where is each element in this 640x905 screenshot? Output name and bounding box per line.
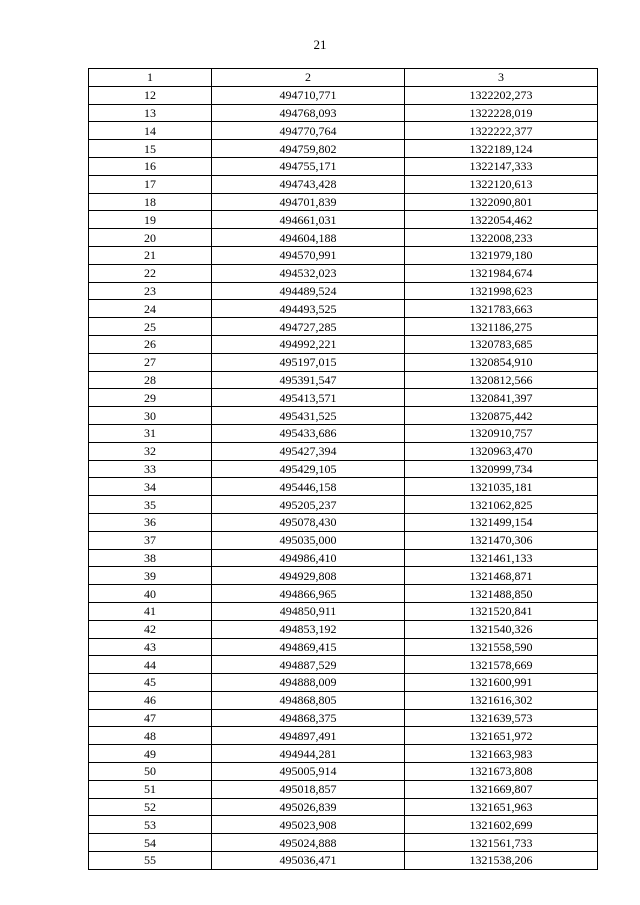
coordinate-x-cell: 494661,031: [212, 211, 405, 229]
point-number-cell: 28: [89, 371, 212, 389]
table-row: [89, 798, 598, 816]
coordinate-x-cell: 495205,237: [212, 496, 405, 514]
point-number-cell: 49: [89, 745, 212, 763]
coordinate-y-cell: 1321673,808: [405, 763, 598, 781]
point-number-cell: 48: [89, 727, 212, 745]
header-point-number: 1: [89, 69, 212, 87]
coordinate-x-cell: 494759,802: [212, 140, 405, 158]
point-number-cell: 43: [89, 638, 212, 656]
table-row: [89, 193, 598, 211]
coordinate-y-cell: 1321035,181: [405, 478, 598, 496]
coordinate-y-cell: 1322008,233: [405, 229, 598, 247]
table-row: [89, 478, 598, 496]
coordinate-x-cell: 494868,805: [212, 691, 405, 709]
table-row: [89, 496, 598, 514]
coordinate-x-cell: 494604,188: [212, 229, 405, 247]
point-number-cell: 33: [89, 460, 212, 478]
point-number-cell: 51: [89, 780, 212, 798]
table-row: [89, 86, 598, 104]
table-row: [89, 709, 598, 727]
coordinate-x-cell: 495035,000: [212, 531, 405, 549]
coordinate-y-cell: 1321468,871: [405, 567, 598, 585]
coordinate-x-cell: 494489,524: [212, 282, 405, 300]
coordinate-x-cell: 494743,428: [212, 175, 405, 193]
coordinate-y-cell: 1320963,470: [405, 442, 598, 460]
coordinate-x-cell: 495413,571: [212, 389, 405, 407]
point-number-cell: 29: [89, 389, 212, 407]
point-number-cell: 27: [89, 353, 212, 371]
coordinate-x-cell: 494853,192: [212, 620, 405, 638]
coordinate-x-cell: 494570,991: [212, 246, 405, 264]
coordinate-y-cell: 1321602,699: [405, 816, 598, 834]
coordinate-x-cell: 494888,009: [212, 674, 405, 692]
coordinate-x-cell: 495078,430: [212, 513, 405, 531]
point-number-cell: 42: [89, 620, 212, 638]
point-number-cell: 35: [89, 496, 212, 514]
point-number-cell: 25: [89, 318, 212, 336]
table-row: [89, 104, 598, 122]
coordinate-x-cell: 495391,547: [212, 371, 405, 389]
page-number: 21: [313, 37, 327, 52]
coordinate-x-cell: 494944,281: [212, 745, 405, 763]
coordinate-x-cell: 494929,808: [212, 567, 405, 585]
table-row: [89, 549, 598, 567]
point-number-cell: 54: [89, 834, 212, 852]
point-number-cell: 19: [89, 211, 212, 229]
coordinate-x-cell: 495427,394: [212, 442, 405, 460]
point-number-cell: 20: [89, 229, 212, 247]
table-row: [89, 229, 598, 247]
coordinate-y-cell: 1322189,124: [405, 140, 598, 158]
coordinate-y-cell: 1320910,757: [405, 424, 598, 442]
point-number-cell: 39: [89, 567, 212, 585]
point-number-cell: 41: [89, 602, 212, 620]
point-number-cell: 30: [89, 407, 212, 425]
coordinate-y-cell: 1321600,991: [405, 674, 598, 692]
point-number-cell: 36: [89, 513, 212, 531]
coordinate-y-cell: 1321520,841: [405, 602, 598, 620]
table-row: [89, 674, 598, 692]
coordinate-y-cell: 1321984,674: [405, 264, 598, 282]
table-row: [89, 211, 598, 229]
table-row: [89, 335, 598, 353]
coordinate-y-cell: 1320783,685: [405, 335, 598, 353]
table-row: [89, 727, 598, 745]
coordinate-x-cell: 494887,529: [212, 656, 405, 674]
coordinate-y-cell: 1322054,462: [405, 211, 598, 229]
coordinate-y-cell: 1321979,180: [405, 246, 598, 264]
coordinate-x-cell: 495024,888: [212, 834, 405, 852]
point-number-cell: 34: [89, 478, 212, 496]
coordinate-y-cell: 1321578,669: [405, 656, 598, 674]
coordinate-x-cell: 494897,491: [212, 727, 405, 745]
coordinate-x-cell: 495446,158: [212, 478, 405, 496]
point-number-cell: 32: [89, 442, 212, 460]
table-row: [89, 638, 598, 656]
header-coordinate-x: 2: [212, 69, 405, 87]
point-number-cell: 47: [89, 709, 212, 727]
table-row: [89, 140, 598, 158]
coordinate-x-cell: 494727,285: [212, 318, 405, 336]
coordinate-y-cell: 1321561,733: [405, 834, 598, 852]
coordinate-x-cell: 495429,105: [212, 460, 405, 478]
point-number-cell: 31: [89, 424, 212, 442]
table-row: [89, 318, 598, 336]
coordinates-table: [88, 68, 598, 870]
coordinate-x-cell: 495431,525: [212, 407, 405, 425]
coordinate-y-cell: 1321461,133: [405, 549, 598, 567]
coordinate-y-cell: 1322222,377: [405, 122, 598, 140]
table-row: [89, 442, 598, 460]
point-number-cell: 46: [89, 691, 212, 709]
point-number-cell: 44: [89, 656, 212, 674]
coordinate-x-cell: 495018,857: [212, 780, 405, 798]
coordinate-x-cell: 495433,686: [212, 424, 405, 442]
coordinate-x-cell: 494868,375: [212, 709, 405, 727]
table-row: [89, 745, 598, 763]
table-row: [89, 620, 598, 638]
header-row: [89, 69, 598, 87]
point-number-cell: 16: [89, 157, 212, 175]
table-row: [89, 602, 598, 620]
coordinate-x-cell: 494992,221: [212, 335, 405, 353]
coordinate-x-cell: 494770,764: [212, 122, 405, 140]
coordinate-x-cell: 494869,415: [212, 638, 405, 656]
table-row: [89, 424, 598, 442]
point-number-cell: 24: [89, 300, 212, 318]
point-number-cell: 55: [89, 852, 212, 870]
point-number-cell: 45: [89, 674, 212, 692]
point-number-cell: 40: [89, 585, 212, 603]
table-row: [89, 300, 598, 318]
coordinate-y-cell: 1321186,275: [405, 318, 598, 336]
coordinate-y-cell: 1321639,573: [405, 709, 598, 727]
table-row: [89, 371, 598, 389]
table-row: [89, 157, 598, 175]
table-row: [89, 353, 598, 371]
header-coordinate-y: 3: [405, 69, 598, 87]
coordinate-x-cell: 495026,839: [212, 798, 405, 816]
coordinate-x-cell: 495023,908: [212, 816, 405, 834]
table-body: [89, 86, 598, 869]
coordinate-x-cell: 494710,771: [212, 86, 405, 104]
coordinate-y-cell: 1321651,963: [405, 798, 598, 816]
coordinate-y-cell: 1322090,801: [405, 193, 598, 211]
coordinate-y-cell: 1322228,019: [405, 104, 598, 122]
table-row: [89, 763, 598, 781]
coordinate-y-cell: 1320812,566: [405, 371, 598, 389]
coordinate-y-cell: 1321783,663: [405, 300, 598, 318]
coordinate-x-cell: 494532,023: [212, 264, 405, 282]
coordinate-x-cell: 494866,965: [212, 585, 405, 603]
point-number-cell: 15: [89, 140, 212, 158]
table-row: [89, 567, 598, 585]
point-number-cell: 26: [89, 335, 212, 353]
coordinate-y-cell: 1321663,983: [405, 745, 598, 763]
coordinate-y-cell: 1321540,326: [405, 620, 598, 638]
table-header: [89, 69, 598, 87]
table-row: [89, 246, 598, 264]
point-number-cell: 12: [89, 86, 212, 104]
table-row: [89, 264, 598, 282]
coordinate-x-cell: 495197,015: [212, 353, 405, 371]
point-number-cell: 22: [89, 264, 212, 282]
point-number-cell: 17: [89, 175, 212, 193]
coordinate-x-cell: 495036,471: [212, 852, 405, 870]
coordinate-y-cell: 1321499,154: [405, 513, 598, 531]
point-number-cell: 52: [89, 798, 212, 816]
coordinate-y-cell: 1320854,910: [405, 353, 598, 371]
coordinate-y-cell: 1321669,807: [405, 780, 598, 798]
table-row: [89, 656, 598, 674]
coordinate-x-cell: 494755,171: [212, 157, 405, 175]
coordinate-y-cell: 1321062,825: [405, 496, 598, 514]
table-row: [89, 407, 598, 425]
coordinate-y-cell: 1322147,333: [405, 157, 598, 175]
table-row: [89, 460, 598, 478]
coordinate-y-cell: 1321538,206: [405, 852, 598, 870]
coordinate-y-cell: 1320999,734: [405, 460, 598, 478]
point-number-cell: 13: [89, 104, 212, 122]
point-number-cell: 38: [89, 549, 212, 567]
coordinate-x-cell: 494986,410: [212, 549, 405, 567]
table-row: [89, 780, 598, 798]
coordinate-x-cell: 494768,093: [212, 104, 405, 122]
coordinate-x-cell: 494850,911: [212, 602, 405, 620]
table-row: [89, 852, 598, 870]
coordinate-y-cell: 1322120,613: [405, 175, 598, 193]
point-number-cell: 14: [89, 122, 212, 140]
point-number-cell: 50: [89, 763, 212, 781]
coordinate-x-cell: 495005,914: [212, 763, 405, 781]
coordinate-y-cell: 1320841,397: [405, 389, 598, 407]
table-row: [89, 816, 598, 834]
table-row: [89, 691, 598, 709]
coordinate-y-cell: 1321488,850: [405, 585, 598, 603]
point-number-cell: 37: [89, 531, 212, 549]
coordinate-x-cell: 494493,525: [212, 300, 405, 318]
table-row: [89, 834, 598, 852]
table-row: [89, 175, 598, 193]
coordinate-x-cell: 494701,839: [212, 193, 405, 211]
coordinate-y-cell: 1321998,623: [405, 282, 598, 300]
table-row: [89, 122, 598, 140]
coordinate-y-cell: 1321558,590: [405, 638, 598, 656]
coordinate-y-cell: 1322202,273: [405, 86, 598, 104]
point-number-cell: 53: [89, 816, 212, 834]
coordinate-y-cell: 1320875,442: [405, 407, 598, 425]
table-row: [89, 282, 598, 300]
coordinate-y-cell: 1321616,302: [405, 691, 598, 709]
table-row: [89, 585, 598, 603]
point-number-cell: 23: [89, 282, 212, 300]
point-number-cell: 18: [89, 193, 212, 211]
table-row: [89, 389, 598, 407]
point-number-cell: 21: [89, 246, 212, 264]
coordinate-y-cell: 1321651,972: [405, 727, 598, 745]
table-row: [89, 513, 598, 531]
table-row: [89, 531, 598, 549]
coordinate-y-cell: 1321470,306: [405, 531, 598, 549]
